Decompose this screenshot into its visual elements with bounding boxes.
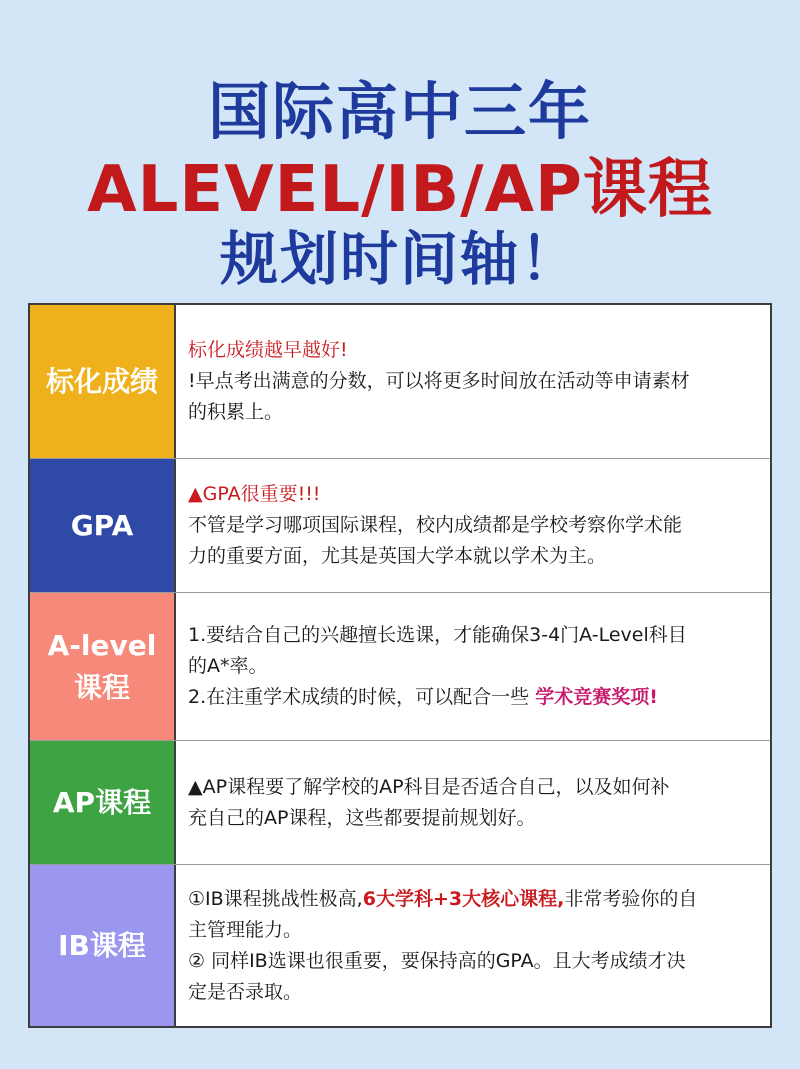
row-text: ② 同样IB选课也很重要，要保持高的GPA。且大考成绩才决 xyxy=(188,949,686,972)
row-label xyxy=(30,865,176,1026)
row-label xyxy=(30,741,176,864)
row-text-part: ①IB课程挑战性极高, xyxy=(188,887,363,910)
row-label-text: 标化成绩 xyxy=(45,364,158,398)
row-label xyxy=(30,593,176,740)
row-label-text: 课程 xyxy=(73,670,130,704)
row-ap xyxy=(30,741,770,865)
row-label-text: A-level xyxy=(47,628,157,662)
row-highlight: ▲GPA很重要!!! xyxy=(188,483,321,505)
row-content xyxy=(188,865,762,1026)
row-standardized-scores xyxy=(30,305,770,459)
row-gpa xyxy=(30,459,770,593)
row-text-part: 2.在注重学术成绩的时候，可以配合一些 xyxy=(188,686,530,708)
row-highlight: 标化成绩越早越好! xyxy=(188,339,348,361)
row-content xyxy=(188,305,762,458)
row-text: 不管是学习哪项国际课程，校内成绩都是学校考察你学术能 xyxy=(188,514,683,536)
row-ib xyxy=(30,865,770,1026)
row-content xyxy=(188,741,762,864)
title-line-3: 规划时间轴！ xyxy=(219,225,580,293)
planning-table xyxy=(28,303,772,1028)
row-text: 的A*率。 xyxy=(188,655,268,677)
row-text: ▲AP课程要了解学校的AP科目是否适合自己，以及如何补 xyxy=(188,775,670,798)
row-text xyxy=(188,682,762,713)
row-label xyxy=(30,305,176,458)
title-line-2: ALEVEL/IB/AP课程 xyxy=(87,153,713,227)
row-highlight: 学术竞赛奖项! xyxy=(535,686,658,708)
row-highlight: 6大学科+3大核心课程, xyxy=(362,887,565,910)
row-alevel xyxy=(30,593,770,741)
row-text xyxy=(188,884,762,915)
row-label-text: AP课程 xyxy=(52,785,152,819)
row-text: 力的重要方面，尤其是英国大学本就以学术为主。 xyxy=(188,545,607,567)
row-text: 充自己的AP课程，这些都要提前规划好。 xyxy=(188,806,536,829)
row-label-text: GPA xyxy=(70,508,134,542)
row-content xyxy=(188,593,762,740)
row-text-part: 非常考验你的自 xyxy=(564,887,698,910)
row-label-text: IB课程 xyxy=(58,928,146,962)
row-text: !早点考出满意的分数，可以将更多时间放在活动等申请素材 xyxy=(188,370,690,392)
row-text: 的积累上。 xyxy=(188,401,284,423)
row-text: 主管理能力。 xyxy=(188,918,303,941)
row-text: 1.要结合自己的兴趣擅长选课，才能确保3-4门A-Level科目 xyxy=(188,624,687,646)
row-content xyxy=(188,459,762,592)
title-line-1: 国际高中三年 xyxy=(207,75,592,148)
row-text: 定是否录取。 xyxy=(188,980,303,1003)
row-label xyxy=(30,459,176,592)
